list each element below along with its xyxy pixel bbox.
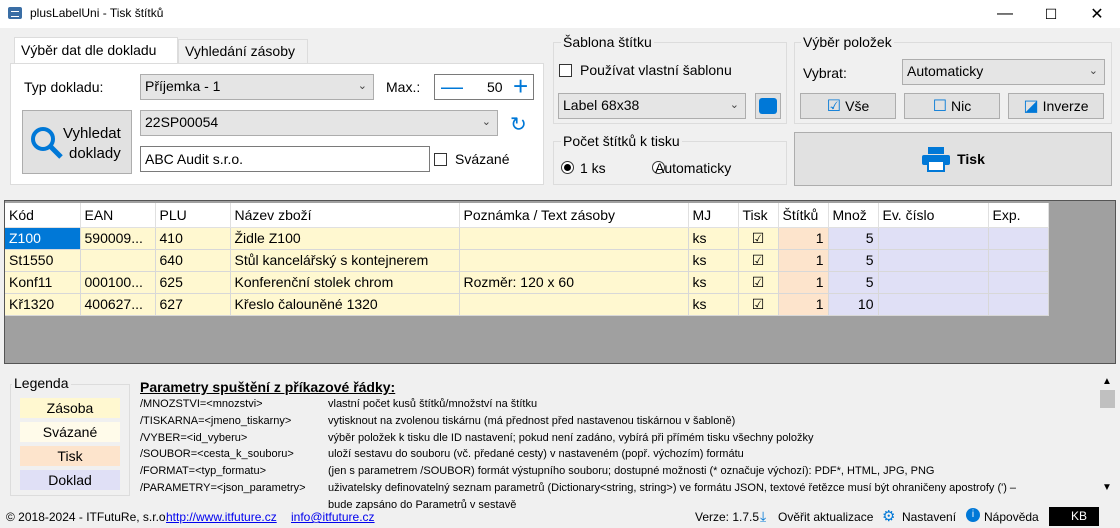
maximize-button[interactable]: ☐ (1044, 5, 1058, 22)
column-header[interactable]: Poznámka / Text zásoby (459, 203, 688, 227)
partner-field[interactable] (140, 146, 430, 172)
kb-label: KB (1071, 509, 1088, 523)
table-row[interactable] (5, 271, 1048, 293)
bound-checkbox[interactable] (434, 153, 447, 166)
table-cell[interactable] (988, 271, 1048, 293)
table-cell[interactable]: 410 (155, 227, 230, 249)
params-scrollbar[interactable] (1099, 374, 1116, 498)
param-row (140, 396, 1088, 413)
scroll-thumb[interactable] (1100, 390, 1115, 408)
printer-icon (921, 146, 951, 172)
table-cell[interactable]: 1 (778, 249, 828, 271)
column-header[interactable]: Kód (5, 203, 80, 227)
search-btn-line2: doklady (69, 145, 121, 162)
table-cell[interactable] (878, 249, 988, 271)
tab-label: Vyhledání zásoby (185, 43, 295, 59)
table-cell[interactable]: Konf11 (5, 271, 80, 293)
table-cell[interactable]: 5 (828, 271, 878, 293)
invert-button[interactable] (1008, 93, 1104, 119)
tab-label: Výběr dat dle dokladu (21, 42, 157, 58)
table-cell[interactable]: 625 (155, 271, 230, 293)
table-cell[interactable] (988, 227, 1048, 249)
close-button[interactable]: ✕ (1090, 6, 1104, 23)
table-cell[interactable] (80, 249, 155, 271)
template-group-title: Šablona štítku (563, 34, 652, 50)
invert-label: Inverze (1042, 98, 1089, 114)
table-cell[interactable]: 5 (828, 249, 878, 271)
param-row (140, 446, 1088, 463)
table-cell[interactable]: ks (688, 271, 738, 293)
email-link[interactable]: info@itfuture.cz (291, 510, 375, 524)
select-all-label: Vše (845, 98, 870, 114)
print-button[interactable] (794, 132, 1112, 186)
column-header[interactable]: Štítků (778, 203, 828, 227)
max-stepper[interactable] (434, 71, 534, 101)
doc-type-label: Typ dokladu: (24, 79, 104, 95)
preview-icon (759, 98, 777, 114)
plus-icon[interactable]: + (513, 71, 529, 101)
search-btn-line1: Vyhledat (63, 125, 121, 142)
count-one-label: 1 ks (580, 160, 606, 176)
settings-link[interactable]: Nastavení (902, 510, 957, 524)
param-row (140, 430, 1088, 447)
cli-params (140, 378, 1088, 514)
column-header[interactable]: Množ (828, 203, 878, 227)
param-row (140, 413, 1088, 430)
select-all-button[interactable] (800, 93, 896, 119)
grid-header-row (5, 203, 1048, 227)
doc-number-select[interactable] (140, 110, 498, 136)
param-desc: vytisknout na zvolenou tiskárnu (má přednost před nastavenou tiskárnou v šabloně) (328, 414, 736, 427)
column-header[interactable]: MJ (688, 203, 738, 227)
table-cell[interactable] (988, 249, 1048, 271)
param-row (140, 463, 1088, 480)
selection-group-title: Výběr položek (803, 34, 892, 50)
param-row (140, 480, 1088, 497)
chevron-down-icon: ⌄ (1088, 65, 1098, 77)
column-header[interactable]: Tisk (738, 203, 778, 227)
param-desc: bude zapsáno do Parametrů v sestavě (328, 498, 517, 511)
table-cell[interactable]: 5 (828, 227, 878, 249)
table-cell[interactable]: Křeslo čalouněné 1320 (230, 293, 459, 315)
table-cell[interactable]: 1 (778, 227, 828, 249)
help-link[interactable]: Nápověda (984, 510, 1039, 524)
check-icon: ☑ (826, 98, 842, 115)
title-bar (0, 0, 1120, 28)
table-cell[interactable] (459, 227, 688, 249)
template-value: Label 68x38 (563, 97, 640, 113)
column-header[interactable]: Ev. číslo (878, 203, 988, 227)
version: Verze: 1.7.5 (695, 510, 760, 524)
column-header[interactable]: PLU (155, 203, 230, 227)
selection-value: Automaticky (907, 63, 984, 79)
table-cell[interactable]: 640 (155, 249, 230, 271)
legend-print: Tisk (20, 446, 120, 466)
table-cell[interactable] (988, 293, 1048, 315)
table-cell[interactable]: 1 (778, 293, 828, 315)
count-group-title: Počet štítků k tisku (563, 133, 680, 149)
table-cell[interactable]: ☑ (738, 227, 778, 249)
table-cell[interactable]: 400627... (80, 293, 155, 315)
minimize-button[interactable]: — (997, 5, 1013, 22)
table-cell[interactable] (878, 227, 988, 249)
table-cell[interactable] (878, 271, 988, 293)
selection-select[interactable] (902, 59, 1105, 85)
param-key: /TISKARNA=<jmeno_tiskarny> (140, 414, 292, 427)
table-cell[interactable]: 000100... (80, 271, 155, 293)
print-label: Tisk (957, 151, 985, 167)
table-cell[interactable]: Z100 (5, 227, 80, 249)
param-key: /PARAMETRY=<json_parametry> (140, 481, 306, 494)
table-cell[interactable] (878, 293, 988, 315)
count-auto-label: Automaticky (655, 160, 732, 176)
gear-icon: ⚙ (882, 508, 896, 525)
select-label: Vybrat: (803, 65, 847, 81)
custom-template-checkbox[interactable] (559, 64, 572, 77)
keyboard-indicator[interactable] (1049, 507, 1099, 526)
column-header[interactable]: Exp. (988, 203, 1048, 227)
template-preview-button[interactable] (755, 93, 781, 119)
doc-type-select[interactable] (140, 74, 374, 100)
param-desc: vlastní počet kusů štítků/množství na štítku (328, 398, 538, 410)
table-cell[interactable] (459, 249, 688, 271)
table-cell[interactable]: Stůl kancelářský s kontejnerem (230, 249, 459, 271)
table-cell[interactable]: ☑ (738, 293, 778, 315)
legend-document: Doklad (20, 470, 120, 490)
table-row[interactable] (5, 227, 1048, 249)
status-bar (0, 505, 1120, 528)
select-none-button[interactable] (904, 93, 1000, 119)
table-cell[interactable] (459, 293, 688, 315)
param-desc: uloží sestavu do souboru (vč. předané cesty) v nastaveném (popř. výchozím) formátu (328, 448, 744, 461)
minus-icon[interactable]: — (441, 74, 463, 99)
table-cell[interactable]: Židle Z100 (230, 227, 459, 249)
chevron-down-icon: ⌄ (729, 99, 739, 111)
max-value: 50 (487, 79, 503, 95)
download-icon: ⤓ (760, 508, 767, 524)
max-label: Max.: (386, 79, 421, 95)
column-header[interactable]: Název zboží (230, 203, 459, 227)
bound-label: Svázané (455, 151, 510, 167)
table-cell[interactable]: Rozměr: 120 x 60 (459, 271, 688, 293)
param-key: /MNOZSTVI=<mnozstvi> (140, 398, 263, 410)
table-cell[interactable]: ☑ (738, 271, 778, 293)
copyright: © 2018-2024 - ITFutuRe, s.r.o. (6, 510, 169, 524)
scroll-down-icon[interactable]: ▼ (1102, 482, 1112, 493)
empty-box-icon: ☐ (932, 98, 948, 115)
legend-title: Legenda (14, 375, 69, 391)
params-title: Parametry spuštění z příkazové řádky: (140, 379, 396, 395)
tab-doc-selection[interactable] (14, 37, 178, 64)
items-grid[interactable] (5, 203, 1049, 316)
table-cell[interactable]: ks (688, 249, 738, 271)
param-desc: uživatelsky definovatelný seznam parametrů (Dictionary<string, string>) ve formátu JSON, textové řetězce musí být ohraničeny apostrofy (') – (328, 481, 1017, 494)
param-key: /FORMAT=<typ_formatu> (140, 465, 267, 478)
table-cell[interactable]: Konferenční stolek chrom (230, 271, 459, 293)
refresh-icon[interactable]: ↻ (510, 114, 527, 136)
table-cell[interactable]: St1550 (5, 249, 80, 271)
window-title: plusLabelUni - Tisk štítků (30, 6, 164, 20)
scroll-up-icon[interactable]: ▲ (1102, 376, 1112, 387)
doc-type-value: Příjemka - 1 (145, 78, 221, 94)
app-icon (8, 7, 22, 19)
column-header[interactable]: EAN (80, 203, 155, 227)
info-icon: i (966, 508, 980, 522)
website-link[interactable]: http://www.itfuture.cz (166, 510, 277, 524)
check-updates-link[interactable]: Ověřit aktualizace (778, 510, 874, 524)
template-select[interactable] (558, 93, 746, 119)
table-cell[interactable]: Kř1320 (5, 293, 80, 315)
table-cell[interactable]: 1 (778, 271, 828, 293)
custom-template-label: Používat vlastní šablonu (580, 62, 732, 78)
table-row[interactable] (5, 293, 1048, 315)
chevron-down-icon: ⌄ (357, 80, 367, 92)
table-cell[interactable]: 590009... (80, 227, 155, 249)
search-icon (29, 125, 65, 161)
param-desc: výběr položek k tisku dle ID nastavení; pokud není zadáno, vybírá při přímém tisku všechny položky (328, 431, 814, 444)
param-key: /VYBER=<id_vyberu> (140, 431, 248, 444)
legend-bound: Svázané (20, 422, 120, 442)
tab-stock-search[interactable] (178, 39, 308, 64)
table-cell[interactable]: ks (688, 227, 738, 249)
table-cell[interactable]: 627 (155, 293, 230, 315)
doc-number-value: 22SP00054 (145, 114, 219, 130)
search-documents-button[interactable] (22, 110, 132, 174)
count-one-radio[interactable] (561, 161, 574, 174)
table-row[interactable] (5, 249, 1048, 271)
param-desc: (jen s parametrem /SOUBOR) formát výstupního souboru; dostupné možnosti (* označuje výchozí): PDF*, HTML, JPG, PNG (328, 465, 935, 478)
invert-icon: ◪ (1023, 98, 1039, 115)
chevron-down-icon: ⌄ (481, 116, 491, 128)
param-key: /SOUBOR=<cesta_k_souboru> (140, 448, 294, 461)
partner-value: ABC Audit s.r.o. (145, 151, 244, 167)
legend-stock: Zásoba (20, 398, 120, 418)
table-cell[interactable]: 10 (828, 293, 878, 315)
table-cell[interactable]: ☑ (738, 249, 778, 271)
table-cell[interactable]: ks (688, 293, 738, 315)
select-none-label: Nic (951, 98, 972, 114)
